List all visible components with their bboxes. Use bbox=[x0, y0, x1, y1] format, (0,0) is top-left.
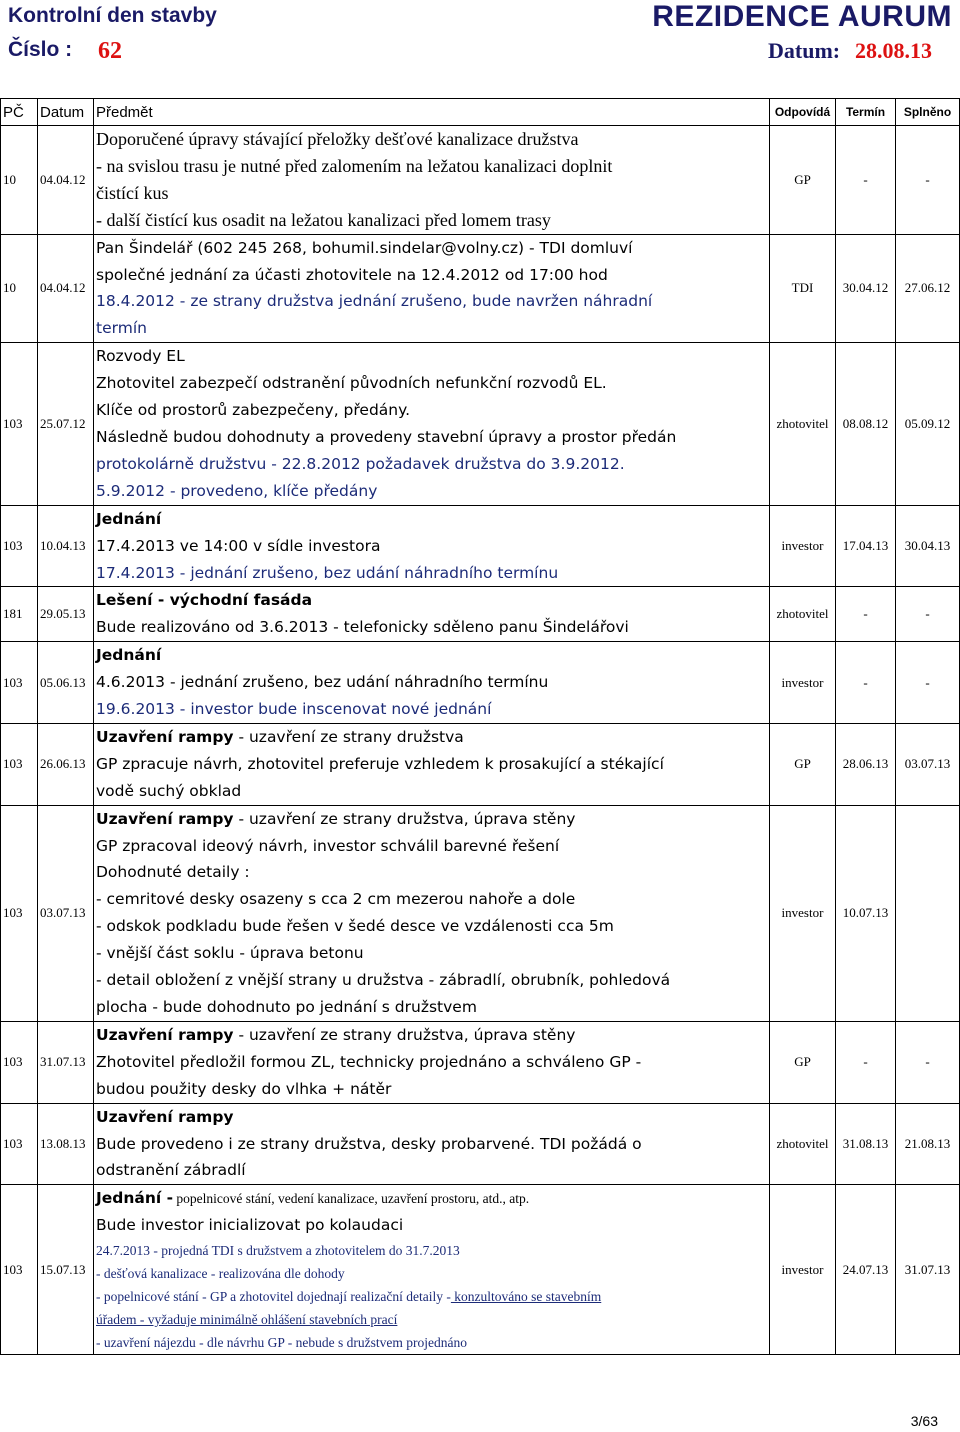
date-value: 28.08.13 bbox=[855, 38, 932, 63]
subject-line-rest: popelnicové stání, vedení kanalizace, uzavření prostoru, atd., atp. bbox=[173, 1191, 530, 1207]
row-pc: 181 bbox=[1, 587, 38, 642]
row-responsible: GP bbox=[770, 126, 836, 235]
row-subject bbox=[94, 234, 770, 343]
row-date: 03.07.13 bbox=[38, 805, 94, 1021]
row-subject bbox=[94, 642, 770, 724]
table-row bbox=[1, 343, 960, 505]
subject-line: - další čistící kus osadit na ležatou kanalizaci před lomem trasy bbox=[96, 209, 551, 230]
row-term: 30.04.12 bbox=[836, 234, 896, 343]
subject-line: 4.6.2013 - jednání zrušeno, bez udání náhradního termínu bbox=[96, 673, 549, 692]
row-term: 24.07.13 bbox=[836, 1185, 896, 1355]
report-title: Kontrolní den stavby bbox=[8, 4, 217, 27]
subject-line: Doporučené úpravy stávající přeložky dešťové kanalizace družstva bbox=[96, 129, 579, 149]
row-responsible: zhotovitel bbox=[770, 587, 836, 642]
row-date: 05.06.13 bbox=[38, 642, 94, 724]
col-header-term: Termín bbox=[836, 99, 896, 126]
subject-line: - odskok podkladu bude řešen v šedé desce ve vzdálenosti cca 5m bbox=[96, 917, 614, 936]
subject-line: 5.9.2012 - provedeno, klíče předány bbox=[96, 481, 378, 500]
subject-line-rest: - uzavření ze strany družstva, úprava stěny bbox=[233, 809, 576, 828]
row-responsible: investor bbox=[770, 505, 836, 587]
row-done: 27.06.12 bbox=[896, 234, 960, 343]
subject-line: čistící kus bbox=[96, 182, 169, 203]
row-responsible: GP bbox=[770, 1021, 836, 1103]
col-header-pc: PČ bbox=[1, 99, 38, 126]
subject-line: Následně budou dohodnuty a provedeny stavební úpravy a prostor předán bbox=[96, 427, 677, 446]
row-responsible: investor bbox=[770, 642, 836, 724]
row-date: 13.08.13 bbox=[38, 1103, 94, 1185]
row-subject bbox=[94, 126, 770, 235]
subject-line bbox=[96, 724, 767, 751]
row-term: 17.04.13 bbox=[836, 505, 896, 587]
row-done: 21.08.13 bbox=[896, 1103, 960, 1185]
subject-line: Zhotovitel zabezpečí odstranění původních nefunkční rozvodů EL. bbox=[96, 374, 607, 393]
subject-line: Uzavření rampy bbox=[96, 1107, 234, 1126]
subject-line: Lešení - východní fasáda bbox=[96, 591, 313, 610]
row-pc: 103 bbox=[1, 1103, 38, 1185]
subject-line: termín bbox=[96, 319, 147, 338]
row-done: 05.09.12 bbox=[896, 343, 960, 505]
row-term: 28.06.13 bbox=[836, 723, 896, 805]
row-done: 31.07.13 bbox=[896, 1185, 960, 1355]
subject-line-part: - popelnicové stání - GP a zhotovitel dojednají realizační detaily - bbox=[96, 1289, 451, 1305]
subject-line: Klíče od prostorů zabezpečeny, předány. bbox=[96, 401, 411, 420]
subject-bold-lead: Jednání - bbox=[96, 1189, 174, 1208]
row-pc: 103 bbox=[1, 343, 38, 505]
table-row bbox=[1, 1021, 960, 1103]
row-pc: 10 bbox=[1, 234, 38, 343]
subject-line: Rozvody EL bbox=[96, 347, 185, 366]
row-done: - bbox=[896, 126, 960, 235]
subject-line: 19.6.2013 - investor bude inscenovat nové jednání bbox=[96, 700, 492, 719]
row-date: 31.07.13 bbox=[38, 1021, 94, 1103]
subject-line-rest: - uzavření ze strany družstva, úprava stěny bbox=[233, 1025, 576, 1044]
number-label: Číslo : bbox=[8, 38, 73, 61]
subject-line: - detail obložení z vnější strany u družstva - zábradlí, obrubník, pohledová bbox=[96, 971, 671, 990]
subject-line: vodě suchý obklad bbox=[96, 781, 242, 800]
row-term: 08.08.12 bbox=[836, 343, 896, 505]
col-header-responsible: Odpovídá bbox=[770, 99, 836, 126]
col-header-done: Splněno bbox=[896, 99, 960, 126]
row-responsible: investor bbox=[770, 1185, 836, 1355]
subject-line: 17.4.2013 ve 14:00 v sídle investora bbox=[96, 536, 381, 555]
subject-line: 17.4.2013 - jednání zrušeno, bez udání náhradního termínu bbox=[96, 563, 559, 582]
row-responsible: zhotovitel bbox=[770, 343, 836, 505]
row-done: - bbox=[896, 642, 960, 724]
subject-bold-lead: Uzavření rampy bbox=[96, 1025, 234, 1044]
subject-line: Pan Šindelář (602 245 268, bohumil.sindelar@volny.cz) - TDI domluví bbox=[96, 238, 633, 257]
subject-bold-lead: Uzavření rampy bbox=[96, 809, 234, 828]
number-value: 62 bbox=[98, 38, 122, 64]
row-pc: 103 bbox=[1, 1185, 38, 1355]
table-row bbox=[1, 723, 960, 805]
row-term: 31.08.13 bbox=[836, 1103, 896, 1185]
table-row bbox=[1, 805, 960, 1021]
row-responsible: TDI bbox=[770, 234, 836, 343]
row-pc: 103 bbox=[1, 723, 38, 805]
subject-line: GP zpracoval ideový návrh, investor schválil barevné řešení bbox=[96, 836, 560, 855]
subject-line-rest: - uzavření ze strany družstva bbox=[233, 727, 464, 746]
row-term: 10.07.13 bbox=[836, 805, 896, 1021]
control-log-table bbox=[0, 98, 960, 1355]
project-name: REZIDENCE AURUM bbox=[652, 0, 952, 33]
row-done: 03.07.13 bbox=[896, 723, 960, 805]
subject-line: 24.7.2013 - projedná TDI s družstvem a zhotovitelem do 31.7.2013 bbox=[96, 1243, 460, 1259]
table-header-row bbox=[1, 99, 960, 126]
row-subject bbox=[94, 1021, 770, 1103]
table-row bbox=[1, 642, 960, 724]
row-responsible: investor bbox=[770, 805, 836, 1021]
row-done: 30.04.13 bbox=[896, 505, 960, 587]
page-number: 3/63 bbox=[910, 1413, 938, 1429]
subject-bold-lead: Uzavření rampy bbox=[96, 727, 234, 746]
row-term: - bbox=[836, 126, 896, 235]
row-term: - bbox=[836, 642, 896, 724]
subject-line bbox=[96, 1022, 767, 1049]
subject-line: společné jednání za účasti zhotovitele na 12.4.2012 od 17:00 hod bbox=[96, 265, 608, 284]
row-pc: 103 bbox=[1, 805, 38, 1021]
subject-line: protokolárně družstvu - 22.8.2012 požadavek družstva do 3.9.2012. bbox=[96, 454, 625, 473]
row-subject bbox=[94, 723, 770, 805]
subject-line bbox=[96, 806, 767, 833]
subject-line: GP zpracuje návrh, zhotovitel preferuje vzhledem k prosakující a stékající bbox=[96, 754, 664, 773]
subject-line bbox=[96, 1185, 767, 1212]
row-pc: 10 bbox=[1, 126, 38, 235]
table-row bbox=[1, 1185, 960, 1355]
subject-line: Zhotovitel předložil formou ZL, technicky projednáno a schváleno GP - bbox=[96, 1052, 642, 1071]
row-subject bbox=[94, 505, 770, 587]
row-done: - bbox=[896, 587, 960, 642]
col-header-date: Datum bbox=[38, 99, 94, 126]
subject-line: 18.4.2012 - ze strany družstva jednání zrušeno, bude navržen náhradní bbox=[96, 292, 653, 311]
subject-line: - dešťová kanalizace - realizována dle dohody bbox=[96, 1266, 345, 1282]
subject-line: Jednání bbox=[96, 646, 162, 665]
subject-line: Jednání bbox=[96, 509, 162, 528]
row-date: 04.04.12 bbox=[38, 126, 94, 235]
row-date: 25.07.12 bbox=[38, 343, 94, 505]
subject-line: - cemritové desky osazeny s cca 2 cm mezerou nahoře a dole bbox=[96, 890, 576, 909]
table-row bbox=[1, 505, 960, 587]
table-row bbox=[1, 1103, 960, 1185]
row-date: 26.06.13 bbox=[38, 723, 94, 805]
table-row bbox=[1, 126, 960, 235]
subject-line: plocha - bude dohodnuto po jednání s družstvem bbox=[96, 998, 477, 1016]
row-date: 29.05.13 bbox=[38, 587, 94, 642]
subject-line bbox=[96, 1285, 767, 1308]
row-subject bbox=[94, 805, 770, 1021]
subject-line: Bude investor inicializovat po kolaudaci bbox=[96, 1216, 404, 1235]
date-label: Datum: bbox=[768, 38, 841, 63]
subject-line: budou použity desky do vlhka + nátěr bbox=[96, 1079, 392, 1098]
subject-line: Bude realizováno od 3.6.2013 - telefonicky sděleno panu Šindelářovi bbox=[96, 618, 629, 637]
subject-line: - uzavření nájezdu - dle návrhu GP - nebude s družstvem projednáno bbox=[96, 1335, 467, 1351]
row-date: 10.04.13 bbox=[38, 505, 94, 587]
subject-line: Bude provedeno i ze strany družstva, desky probarvené. TDI požádá o bbox=[96, 1134, 642, 1153]
row-responsible: zhotovitel bbox=[770, 1103, 836, 1185]
subject-line: - vnější část soklu - úprava betonu bbox=[96, 944, 364, 963]
row-subject bbox=[94, 343, 770, 505]
row-pc: 103 bbox=[1, 1021, 38, 1103]
row-responsible: GP bbox=[770, 723, 836, 805]
row-subject bbox=[94, 1103, 770, 1185]
row-pc: 103 bbox=[1, 505, 38, 587]
table-row bbox=[1, 587, 960, 642]
row-pc: 103 bbox=[1, 642, 38, 724]
row-date: 04.04.12 bbox=[38, 234, 94, 343]
subject-line: - na svislou trasu je nutné před zalomením na ležatou kanalizaci doplnit bbox=[96, 155, 613, 176]
col-header-subject: Předmět bbox=[94, 99, 770, 126]
row-term: - bbox=[836, 1021, 896, 1103]
row-subject bbox=[94, 587, 770, 642]
subject-line: úřadem - vyžaduje minimálně ohlášení stavebních prací bbox=[96, 1312, 398, 1328]
subject-line: Dohodnuté detaily : bbox=[96, 863, 250, 882]
subject-line: odstranění zábradlí bbox=[96, 1161, 246, 1180]
table-row bbox=[1, 234, 960, 343]
row-subject bbox=[94, 1185, 770, 1355]
row-date: 15.07.13 bbox=[38, 1185, 94, 1355]
row-term: - bbox=[836, 587, 896, 642]
row-done: - bbox=[896, 1021, 960, 1103]
subject-line-underlined: konzultováno se stavebním bbox=[450, 1289, 602, 1305]
row-done bbox=[896, 805, 960, 1021]
